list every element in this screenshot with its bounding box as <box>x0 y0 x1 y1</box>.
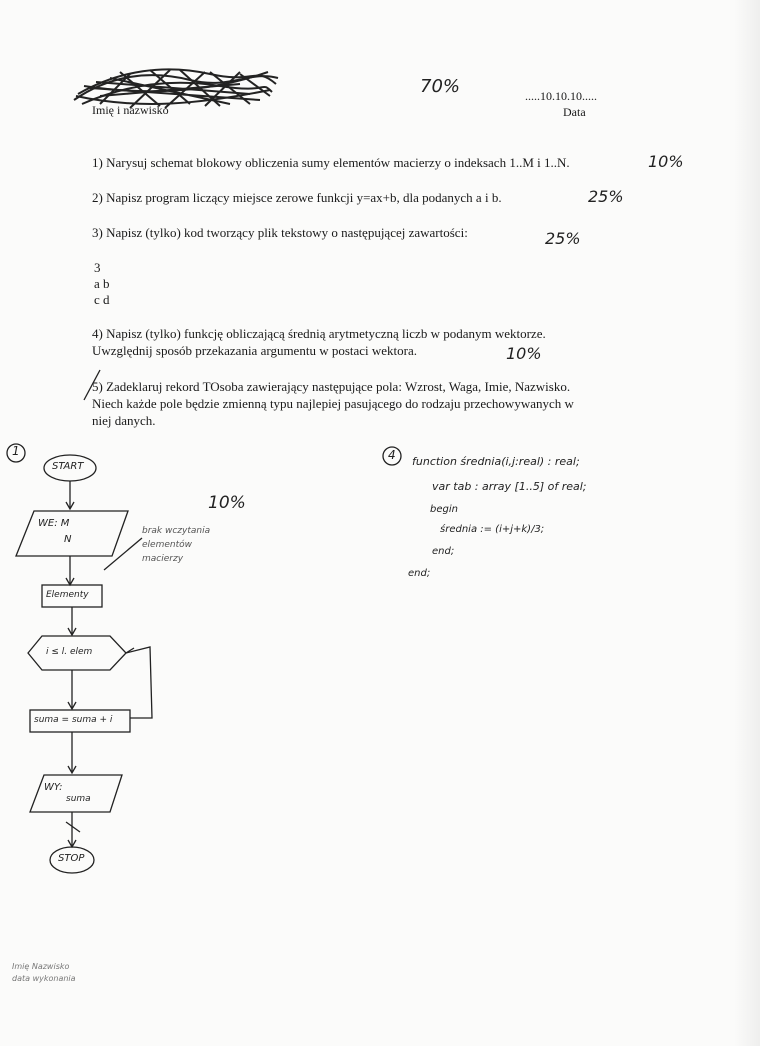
answer-1-mark: 10% <box>208 493 246 513</box>
question-3-mark: 25% <box>545 229 581 248</box>
answer-4-line-5: end; <box>432 546 455 557</box>
date-label: Data <box>563 105 586 119</box>
question-2: 2) Napisz program liczący miejsce zerowe funkcji y=ax+b, dla podanych a i b. <box>92 190 502 205</box>
question-5-line-3: niej danych. <box>92 413 156 428</box>
corner-note-line-1: Imię Nazwisko <box>12 962 70 971</box>
answer-4-line-4: średnia := (i+j+k)/3; <box>440 524 545 535</box>
name-label: Imię i nazwisko <box>92 103 169 117</box>
flow-output-line-2: suma <box>66 794 91 804</box>
answer-1-number: 1 <box>12 444 20 458</box>
flow-output-line-1: WY: <box>44 782 63 793</box>
flow-note-line-2: elementów <box>142 540 192 550</box>
answer-4-number: 4 <box>388 448 396 462</box>
flow-sum: suma = suma + i <box>34 715 113 725</box>
answer-4-line-1: function średnia(i,j:real) : real; <box>412 455 580 468</box>
flow-decision: i ≤ l. elem <box>46 647 93 657</box>
question-1: 1) Narysuj schemat blokowy obliczenia sumy elementów macierzy o indeksach 1..M i 1..N. <box>92 155 570 170</box>
question-5-line-2: Niech każde pole będzie zmienną typu najlepiej pasującego do rodzaju przechowywanych w <box>92 396 574 411</box>
score-mark: 70% <box>420 76 461 97</box>
answer-4-line-3: begin <box>430 504 458 515</box>
corner-note-line-2: data wykonania <box>12 974 76 983</box>
answer-4-line-2: var tab : array [1..5] of real; <box>432 480 587 493</box>
answer-4-line-6: end; <box>408 568 431 579</box>
file-line-2: a b <box>94 276 110 291</box>
flow-init: Elementy <box>46 590 89 600</box>
flow-note-line-1: brak wczytania <box>142 526 211 536</box>
question-4-line-2: Uwzględnij sposób przekazania argumentu w postaci wektora. <box>92 343 418 358</box>
question-2-mark: 25% <box>588 187 624 206</box>
file-line-1: 3 <box>94 260 101 275</box>
flow-start: START <box>52 461 84 472</box>
question-1-mark: 10% <box>648 152 684 171</box>
question-5-line-1: 5) Zadeklaruj rekord TOsoba zawierający następujące pola: Wzrost, Waga, Imie, Nazwisko. <box>92 379 571 394</box>
flow-stop: STOP <box>58 853 85 864</box>
question-4-line-1: 4) Napisz (tylko) funkcję obliczającą średnią arytmetyczną liczb w podanym wektorze. <box>92 326 546 341</box>
question-4-mark: 10% <box>506 344 542 363</box>
flow-input-line-1: WE: M <box>38 518 70 529</box>
flow-note-line-3: macierzy <box>142 554 184 564</box>
question-3: 3) Napisz (tylko) kod tworzący plik tekstowy o następującej zawartości: <box>92 225 468 240</box>
file-line-3: c d <box>94 292 110 307</box>
date-value: .....10.10.10..... <box>525 89 597 103</box>
flow-input-line-2: N <box>64 534 72 545</box>
